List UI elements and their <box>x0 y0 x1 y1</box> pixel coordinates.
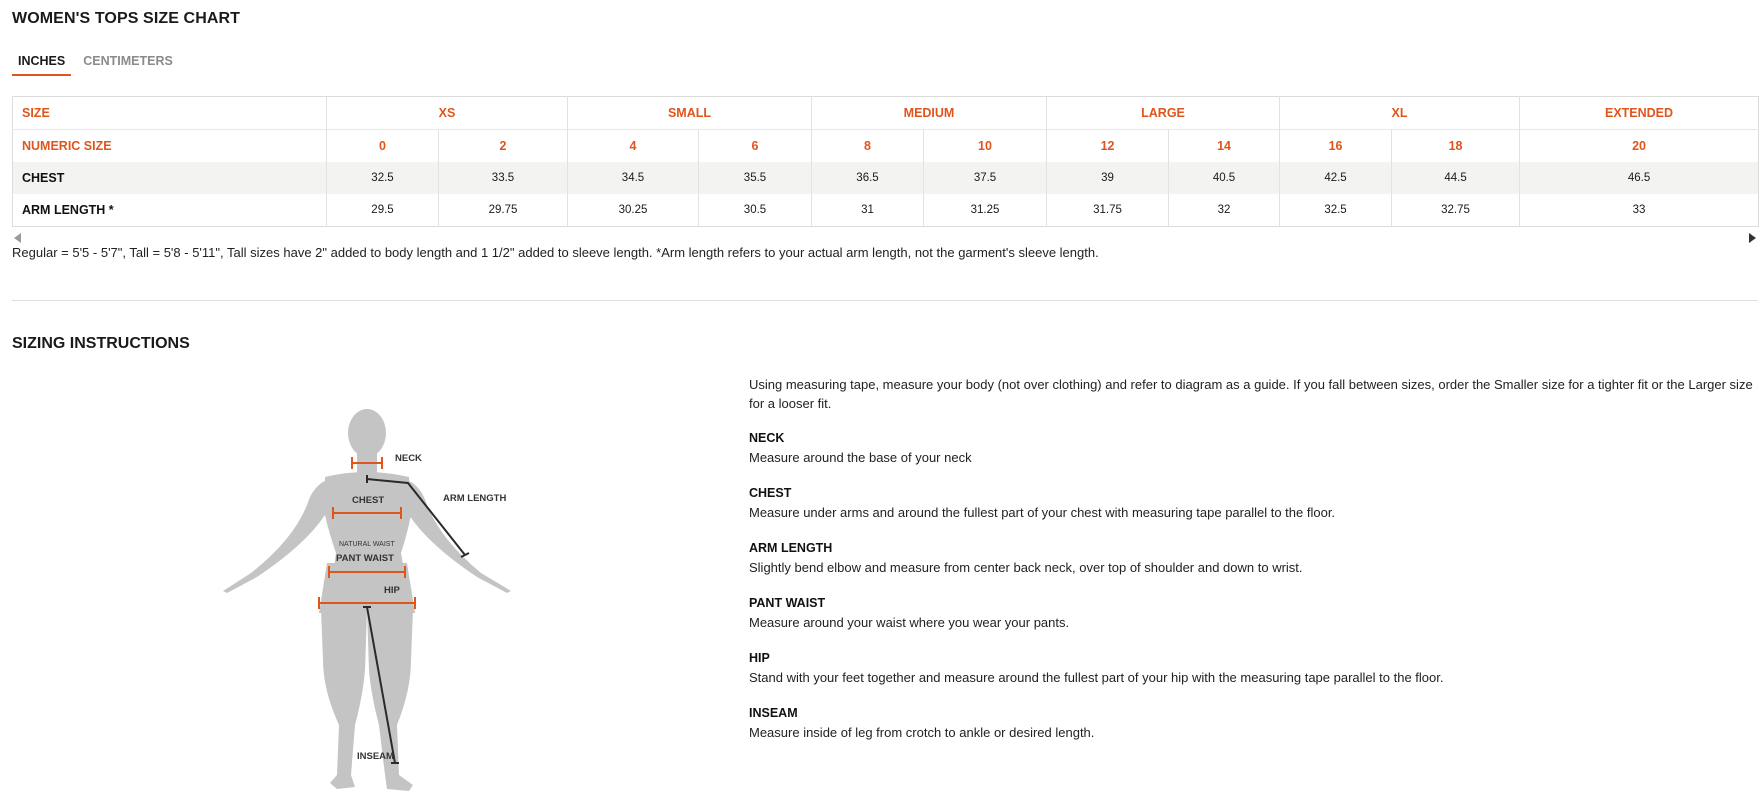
table-cell: 29.5 <box>327 194 439 227</box>
table-cell: 37.5 <box>924 162 1047 194</box>
tab-centimeters[interactable]: CENTIMETERS <box>83 54 173 68</box>
diagram-label-pant-waist: PANT WAIST <box>336 553 394 564</box>
instruction-desc: Measure under arms and around the fullest part of your chest with measuring tape parallel to the floor. <box>749 505 1336 520</box>
table-cell: 39 <box>1047 162 1169 194</box>
instruction-item-inseam <box>749 704 1759 742</box>
sizing-instructions-list <box>749 375 1759 759</box>
instruction-desc: Measure inside of leg from crotch to ankle or desired length. <box>749 725 1095 740</box>
table-cell: 42.5 <box>1280 162 1392 194</box>
table-cell: 46.5 <box>1520 162 1759 194</box>
instruction-item-hip <box>749 649 1759 687</box>
instruction-title: PANT WAIST <box>749 596 826 610</box>
tab-inches[interactable]: INCHES <box>12 52 71 76</box>
numeric-size-header: NUMERIC SIZE <box>13 130 327 163</box>
table-cell: 35.5 <box>699 162 812 194</box>
numeric-size-cell: 14 <box>1169 130 1280 163</box>
numeric-size-cell: 20 <box>1520 130 1759 163</box>
table-cell: 33.5 <box>439 162 568 194</box>
instruction-desc: Measure around your waist where you wear your pants. <box>749 615 1070 630</box>
instructions-intro: Using measuring tape, measure your body (not over clothing) and refer to diagram as a guide. If you fall between sizes, order the Smaller size for a tighter fit or the Larger size for a looser fit. <box>749 377 1753 411</box>
table-cell: 31.25 <box>924 194 1047 227</box>
numeric-size-cell: 16 <box>1280 130 1392 163</box>
table-cell: 32.75 <box>1392 194 1520 227</box>
table-cell: 32 <box>1169 194 1280 227</box>
table-cell: 32.5 <box>327 162 439 194</box>
section-divider <box>12 300 1758 301</box>
body-silhouette-icon <box>215 405 515 795</box>
diagram-label-arm-length: ARM LENGTH <box>443 493 507 504</box>
numeric-size-cell: 6 <box>699 130 812 163</box>
table-cell: 32.5 <box>1280 194 1392 227</box>
instruction-desc: Measure around the base of your neck <box>749 450 972 465</box>
instruction-item-chest <box>749 484 1759 522</box>
scroll-right-arrow-icon[interactable] <box>1749 233 1756 243</box>
instruction-title: INSEAM <box>749 706 798 720</box>
size-group-small: SMALL <box>568 97 812 130</box>
row-label-arm-length: ARM LENGTH * <box>13 194 327 227</box>
instruction-title: CHEST <box>749 486 792 500</box>
size-group-medium: MEDIUM <box>812 97 1047 130</box>
instruction-item-arm-length <box>749 539 1759 577</box>
diagram-label-inseam: INSEAM <box>357 751 394 762</box>
size-chart-table-container <box>12 96 1758 227</box>
instruction-item-neck <box>749 429 1759 467</box>
instruction-desc: Stand with your feet together and measure around the fullest part of your hip with the measuring tape parallel to the floor. <box>749 670 1444 685</box>
instruction-item-pant-waist <box>749 594 1759 632</box>
size-group-xs: XS <box>327 97 568 130</box>
table-cell: 31.75 <box>1047 194 1169 227</box>
table-cell: 36.5 <box>812 162 924 194</box>
scroll-left-arrow-icon[interactable] <box>14 233 21 243</box>
table-row-arm-length <box>13 194 1759 227</box>
numeric-size-cell: 8 <box>812 130 924 163</box>
table-cell: 30.5 <box>699 194 812 227</box>
numeric-size-cell: 4 <box>568 130 699 163</box>
size-group-extended: EXTENDED <box>1604 106 1674 120</box>
size-group-large: LARGE <box>1047 97 1280 130</box>
size-footnote: Regular = 5'5 - 5'7", Tall = 5'8 - 5'11", Tall sizes have 2" added to body length and 1 1/2" added to sleeve length. *Arm length refers to your actual arm length, not the garment's sleeve length. <box>12 245 1099 260</box>
diagram-label-natural-waist: NATURAL WAIST <box>339 541 395 548</box>
size-chart-table <box>12 96 1759 227</box>
unit-tabs <box>12 52 179 76</box>
sizing-instructions-title: SIZING INSTRUCTIONS <box>12 335 190 352</box>
table-cell: 33 <box>1632 204 1646 216</box>
numeric-size-cell: 18 <box>1392 130 1520 163</box>
instruction-desc: Slightly bend elbow and measure from center back neck, over top of shoulder and down to wrist. <box>749 560 1303 575</box>
numeric-size-cell: 12 <box>1047 130 1169 163</box>
table-row-chest <box>13 162 1759 194</box>
diagram-label-chest: CHEST <box>352 495 385 506</box>
instruction-title: HIP <box>749 651 770 665</box>
horizontal-scrollbar[interactable] <box>12 232 1758 242</box>
table-cell: 44.5 <box>1392 162 1520 194</box>
diagram-label-neck: NECK <box>395 453 422 464</box>
size-group-xl: XL <box>1280 97 1520 130</box>
table-cell: 31 <box>812 194 924 227</box>
table-cell: 34.5 <box>568 162 699 194</box>
numeric-size-cell: 10 <box>924 130 1047 163</box>
size-header: SIZE <box>13 97 327 130</box>
numeric-size-cell: 0 <box>327 130 439 163</box>
numeric-size-cell: 2 <box>439 130 568 163</box>
instruction-title: NECK <box>749 431 785 445</box>
table-cell: 30.25 <box>568 194 699 227</box>
table-cell: 40.5 <box>1169 162 1280 194</box>
diagram-label-hip: HIP <box>384 585 400 596</box>
instruction-title: ARM LENGTH <box>749 541 833 555</box>
size-group-row <box>13 97 1759 130</box>
body-measurement-diagram <box>215 405 515 795</box>
numeric-size-row <box>13 130 1759 163</box>
page-title: WOMEN'S TOPS SIZE CHART <box>12 10 241 27</box>
table-cell: 29.75 <box>439 194 568 227</box>
row-label-chest: CHEST <box>13 162 327 194</box>
